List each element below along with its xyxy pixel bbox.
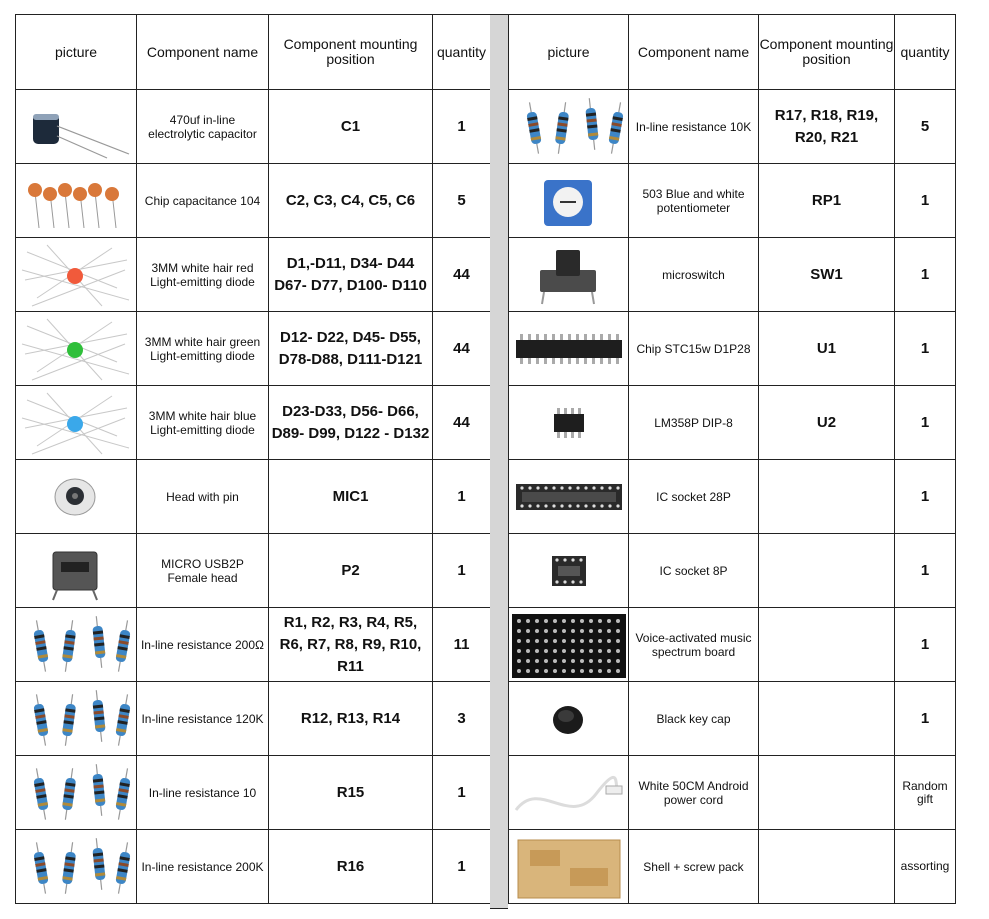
- quantity: 1: [433, 460, 491, 534]
- component-picture: [16, 830, 137, 904]
- component-picture: [16, 682, 137, 756]
- mounting-position: [759, 682, 895, 756]
- quantity: assorting: [895, 830, 956, 904]
- resistor-icon: [510, 92, 628, 162]
- usb-cable-icon: [510, 758, 628, 828]
- table-row: [16, 608, 491, 682]
- quantity: 1: [895, 460, 956, 534]
- mounting-position: [759, 534, 895, 608]
- table-row: [509, 460, 956, 534]
- table-row: [509, 830, 956, 904]
- mounting-position: [759, 608, 895, 682]
- header-picture: picture: [16, 15, 137, 90]
- table-row: [509, 90, 956, 164]
- component-name: Voice-activated music spectrum board: [629, 608, 759, 682]
- mounting-position: SW1: [759, 238, 895, 312]
- component-picture: [16, 534, 137, 608]
- table-row: [16, 830, 491, 904]
- quantity: 1: [895, 608, 956, 682]
- pcb-board-icon: [510, 610, 628, 680]
- mounting-position: [759, 830, 895, 904]
- mounting-position: D12- D22, D45- D55, D78-D88, D111-D121: [269, 312, 433, 386]
- quantity: 1: [433, 756, 491, 830]
- quantity: 1: [433, 534, 491, 608]
- dip8-chip-icon: [510, 388, 628, 458]
- dip28-chip-icon: [510, 314, 628, 384]
- table-row: [16, 460, 491, 534]
- mounting-position: [759, 756, 895, 830]
- component-picture: [509, 312, 629, 386]
- mounting-position: [759, 460, 895, 534]
- red-led-icon: [17, 240, 135, 310]
- component-picture: [509, 682, 629, 756]
- quantity: Random gift: [895, 756, 956, 830]
- component-picture: [16, 756, 137, 830]
- mounting-position: R17, R18, R19, R20, R21: [759, 90, 895, 164]
- component-name: LM358P DIP-8: [629, 386, 759, 460]
- table-row: [16, 756, 491, 830]
- quantity: 1: [895, 164, 956, 238]
- component-picture: [16, 312, 137, 386]
- component-name: In-line resistance 200K: [137, 830, 269, 904]
- component-name: 470uf in-line electrolytic capacitor: [137, 90, 269, 164]
- key-cap-icon: [510, 684, 628, 754]
- table-row: [509, 534, 956, 608]
- component-name: Chip capacitance 104: [137, 164, 269, 238]
- table-divider: [490, 14, 508, 909]
- resistor-icon: [17, 832, 135, 902]
- table-row: [509, 238, 956, 312]
- mounting-position: R12, R13, R14: [269, 682, 433, 756]
- component-name: microswitch: [629, 238, 759, 312]
- component-name: Black key cap: [629, 682, 759, 756]
- resistor-icon: [17, 610, 135, 680]
- component-name: Chip STC15w D1P28: [629, 312, 759, 386]
- component-picture: [509, 90, 629, 164]
- quantity: 1: [433, 90, 491, 164]
- header-component-name: Component name: [137, 15, 269, 90]
- table-row: [16, 386, 491, 460]
- component-name: In-line resistance 120K: [137, 682, 269, 756]
- header-component-name: Component name: [629, 15, 759, 90]
- component-picture: [509, 830, 629, 904]
- header-row: [16, 15, 491, 90]
- mounting-position: C1: [269, 90, 433, 164]
- table-row: [16, 238, 491, 312]
- resistor-icon: [17, 758, 135, 828]
- ic-socket-28-icon: [510, 462, 628, 532]
- quantity: 1: [895, 312, 956, 386]
- mounting-position: D1,-D11, D34- D44 D67- D77, D100- D110: [269, 238, 433, 312]
- component-list-sheet: [15, 14, 955, 909]
- component-picture: [509, 238, 629, 312]
- component-picture: [16, 608, 137, 682]
- mounting-position: D23-D33, D56- D66, D89- D99, D122 - D132: [269, 386, 433, 460]
- header-picture: picture: [509, 15, 629, 90]
- table-row: [16, 682, 491, 756]
- quantity: 1: [895, 386, 956, 460]
- component-picture: [16, 238, 137, 312]
- component-name: 503 Blue and white potentiometer: [629, 164, 759, 238]
- header-quantity: quantity: [895, 15, 956, 90]
- ic-socket-8-icon: [510, 536, 628, 606]
- component-table-right: [508, 14, 956, 904]
- component-picture: [509, 534, 629, 608]
- mounting-position: C2, C3, C4, C5, C6: [269, 164, 433, 238]
- resistor-icon: [17, 684, 135, 754]
- quantity: 5: [895, 90, 956, 164]
- potentiometer-icon: [510, 166, 628, 236]
- component-name: Head with pin: [137, 460, 269, 534]
- tactile-switch-icon: [510, 240, 628, 310]
- mounting-position: R1, R2, R3, R4, R5, R6, R7, R8, R9, R10, R11: [269, 608, 433, 682]
- table-row: [16, 164, 491, 238]
- quantity: 1: [895, 534, 956, 608]
- quantity: 11: [433, 608, 491, 682]
- component-name: Shell + screw pack: [629, 830, 759, 904]
- table-row: [509, 386, 956, 460]
- table-row: [16, 312, 491, 386]
- green-led-icon: [17, 314, 135, 384]
- component-name: 3MM white hair blue Light-emitting diode: [137, 386, 269, 460]
- component-name: 3MM white hair red Light-emitting diode: [137, 238, 269, 312]
- quantity: 3: [433, 682, 491, 756]
- component-name: In-line resistance 10: [137, 756, 269, 830]
- component-picture: [16, 90, 137, 164]
- table-row: [16, 90, 491, 164]
- table-row: [16, 534, 491, 608]
- component-name: IC socket 28P: [629, 460, 759, 534]
- table-row: [509, 608, 956, 682]
- blue-led-icon: [17, 388, 135, 458]
- table-row: [509, 756, 956, 830]
- component-name: MICRO USB2P Female head: [137, 534, 269, 608]
- component-picture: [509, 756, 629, 830]
- component-name: White 50CM Android power cord: [629, 756, 759, 830]
- component-picture: [509, 608, 629, 682]
- quantity: 44: [433, 312, 491, 386]
- mounting-position: U1: [759, 312, 895, 386]
- table-row: [509, 682, 956, 756]
- mounting-position: R16: [269, 830, 433, 904]
- microphone-icon: [17, 462, 135, 532]
- acrylic-shell-icon: [510, 832, 628, 902]
- component-picture: [509, 386, 629, 460]
- mounting-position: MIC1: [269, 460, 433, 534]
- component-picture: [509, 460, 629, 534]
- component-picture: [16, 164, 137, 238]
- quantity: 1: [433, 830, 491, 904]
- component-name: IC socket 8P: [629, 534, 759, 608]
- quantity: 1: [895, 238, 956, 312]
- mounting-position: R15: [269, 756, 433, 830]
- header-mounting-position: Component mounting position: [269, 15, 433, 90]
- mounting-position: RP1: [759, 164, 895, 238]
- quantity: 1: [895, 682, 956, 756]
- component-table-left: [15, 14, 491, 904]
- component-picture: [509, 164, 629, 238]
- component-name: In-line resistance 200Ω: [137, 608, 269, 682]
- quantity: 5: [433, 164, 491, 238]
- ceramic-capacitor-icon: [17, 166, 135, 236]
- header-quantity: quantity: [433, 15, 491, 90]
- header-mounting-position: Component mounting position: [759, 15, 895, 90]
- electrolytic-capacitor-icon: [17, 92, 135, 162]
- header-row: [509, 15, 956, 90]
- table-row: [509, 312, 956, 386]
- table-row: [509, 164, 956, 238]
- component-picture: [16, 386, 137, 460]
- component-picture: [16, 460, 137, 534]
- mounting-position: U2: [759, 386, 895, 460]
- quantity: 44: [433, 238, 491, 312]
- component-name: In-line resistance 10K: [629, 90, 759, 164]
- mounting-position: P2: [269, 534, 433, 608]
- usb-connector-icon: [17, 536, 135, 606]
- quantity: 44: [433, 386, 491, 460]
- component-name: 3MM white hair green Light-emitting diode: [137, 312, 269, 386]
